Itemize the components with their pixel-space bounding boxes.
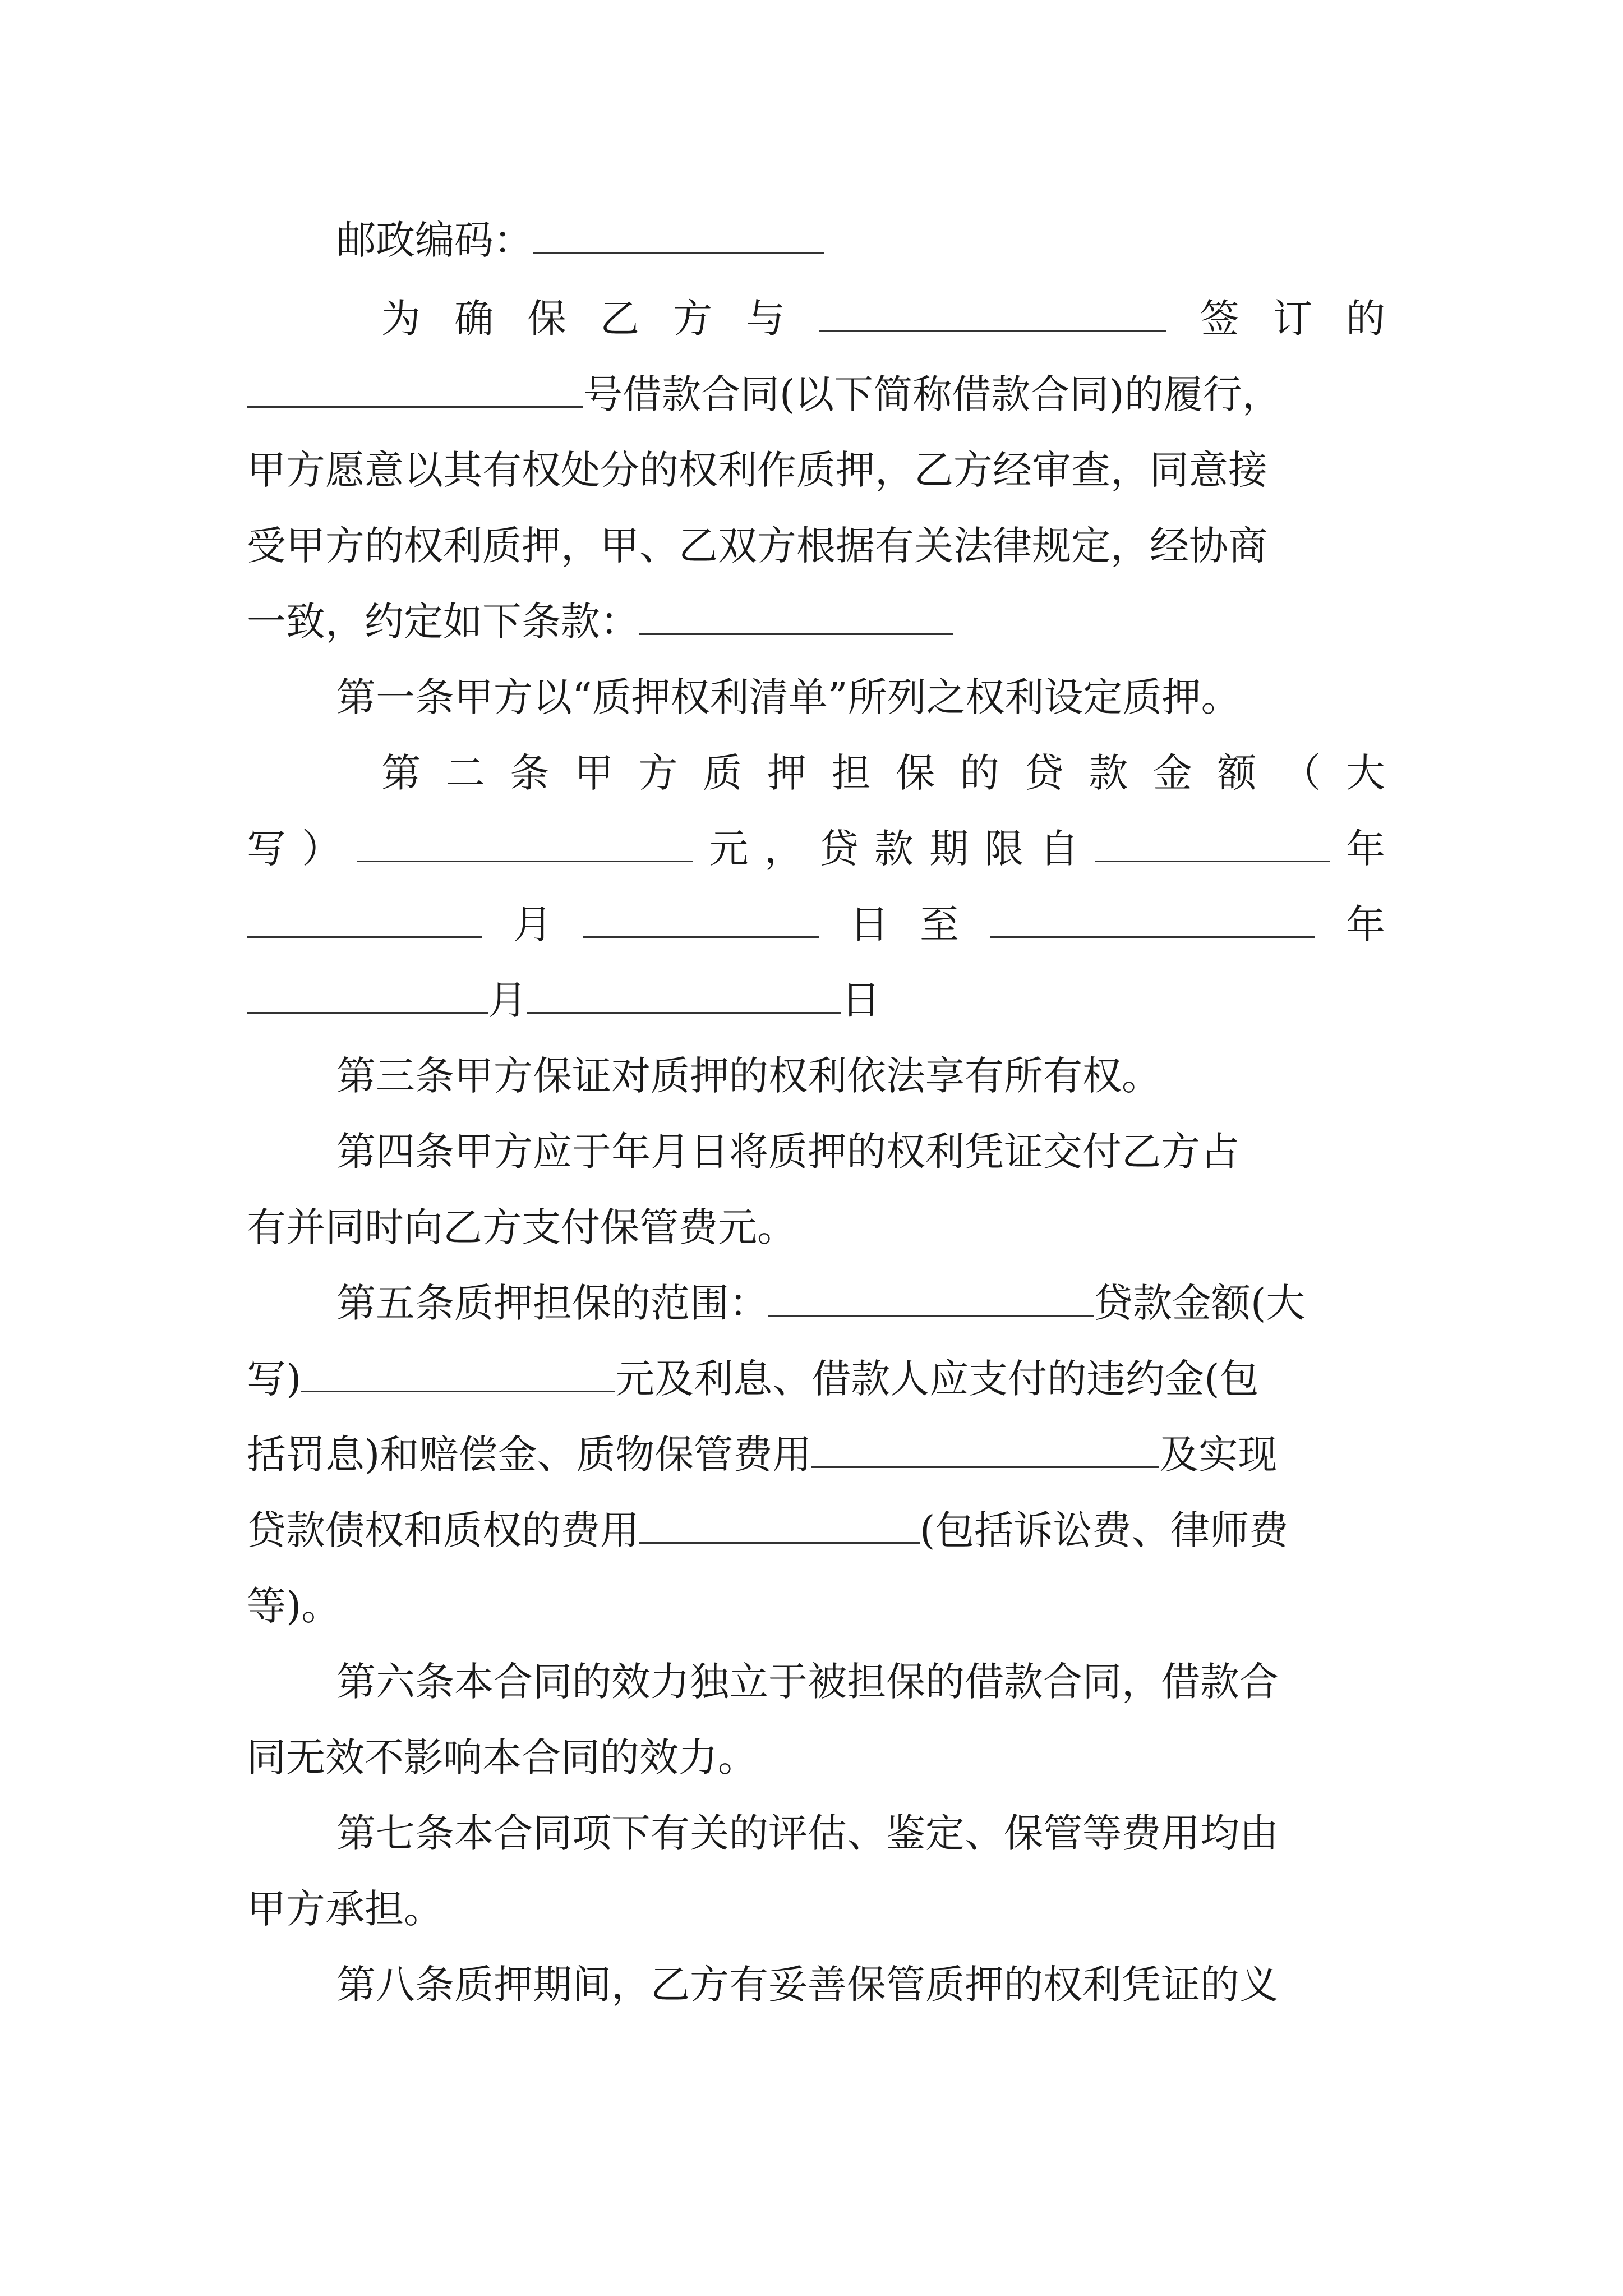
article-7-line-1: 第七条本合同项下有关的评估、鉴定、保管等费用均由 bbox=[336, 1810, 1279, 1856]
article-5-line-3 bbox=[247, 1428, 1277, 1481]
char: 日 bbox=[841, 977, 880, 1023]
end-month-blank bbox=[247, 977, 488, 1014]
article-6-line-1: 第六条本合同的效力独立于被担保的借款合同，借款合 bbox=[336, 1659, 1279, 1705]
char: 保 bbox=[527, 296, 566, 342]
scope-blank bbox=[768, 1280, 1094, 1317]
article-2-line-1 bbox=[381, 746, 1385, 800]
contract-no-blank bbox=[247, 371, 583, 408]
article-8-line-1: 第八条质押期间，乙方有妥善保管质押的权利凭证的义 bbox=[336, 1962, 1279, 2008]
char: 日 bbox=[850, 901, 889, 947]
char: ） bbox=[302, 826, 342, 872]
char: 第 bbox=[381, 750, 421, 796]
preamble-line-5 bbox=[247, 595, 953, 648]
char: 担 bbox=[831, 750, 871, 796]
char: 大 bbox=[1345, 750, 1385, 796]
char: 方 bbox=[638, 750, 678, 796]
article-text: 元及利息、借款人应支付的违约金(包 bbox=[615, 1356, 1259, 1402]
article-text: 贷款金额(大 bbox=[1094, 1280, 1306, 1326]
article-2-line-3 bbox=[247, 898, 1385, 951]
article-2-line-4 bbox=[247, 973, 880, 1027]
amount-blank bbox=[357, 826, 693, 862]
day-blank bbox=[583, 901, 819, 938]
article-5-line-2 bbox=[247, 1352, 1259, 1406]
preamble-line-2 bbox=[247, 367, 1281, 421]
char: 确 bbox=[454, 296, 494, 342]
char: 至 bbox=[920, 901, 959, 947]
preamble-text: 一致，约定如下条款： bbox=[247, 599, 639, 645]
char: 与 bbox=[746, 296, 785, 342]
char: 自 bbox=[1039, 826, 1079, 872]
postcode-label: 邮政编码： bbox=[336, 217, 533, 263]
article-text: 括罚息)和赔偿金、质物保管费用 bbox=[247, 1432, 812, 1478]
article-1: 第一条甲方以“质押权利清单”所列之权利设定质押。 bbox=[336, 674, 1241, 720]
article-text: 写) bbox=[247, 1356, 302, 1402]
char: ， bbox=[764, 826, 804, 872]
char: 月 bbox=[488, 977, 527, 1023]
char: 款 bbox=[1089, 750, 1128, 796]
char: 写 bbox=[247, 826, 286, 872]
month-blank bbox=[247, 901, 482, 938]
preamble-text: 号借款合同(以下简称借款合同)的履行， bbox=[583, 371, 1281, 417]
article-6-line-2: 同无效不影响本合同的效力。 bbox=[247, 1734, 757, 1780]
char: 月 bbox=[513, 901, 552, 947]
char: 年 bbox=[1345, 826, 1385, 872]
article-2-line-2 bbox=[247, 822, 1385, 876]
char: 贷 bbox=[819, 826, 859, 872]
article-5-line-1 bbox=[336, 1276, 1305, 1330]
char: （ bbox=[1281, 750, 1321, 796]
char: 方 bbox=[673, 296, 712, 342]
char: 金 bbox=[1152, 750, 1192, 796]
char: 贷 bbox=[1024, 750, 1064, 796]
article-5-line-4 bbox=[247, 1503, 1288, 1557]
article-7-line-2: 甲方承担。 bbox=[247, 1886, 443, 1932]
char: 押 bbox=[767, 750, 806, 796]
article-text: 及实现 bbox=[1159, 1432, 1278, 1478]
postcode-line bbox=[336, 213, 824, 267]
char: 签 bbox=[1200, 296, 1239, 342]
char: 的 bbox=[960, 750, 999, 796]
char: 为 bbox=[381, 296, 421, 342]
article-text: (包括诉讼费、律师费 bbox=[920, 1507, 1289, 1553]
char: 年 bbox=[1346, 901, 1385, 947]
char: 条 bbox=[510, 750, 550, 796]
article-4-line-1: 第四条甲方应于年月日将质押的权利凭证交付乙方占 bbox=[336, 1129, 1239, 1175]
preamble-line-4: 受甲方的权利质押，甲、乙双方根据有关法律规定，经协商 bbox=[247, 523, 1267, 569]
char: 限 bbox=[984, 826, 1024, 872]
char: 二 bbox=[445, 750, 485, 796]
article-text: 贷款债权和质权的费用 bbox=[247, 1507, 639, 1553]
char: 乙 bbox=[600, 296, 639, 342]
preamble-line-3: 甲方愿意以其有权处分的权利作质押，乙方经审查，同意接 bbox=[247, 447, 1267, 493]
terms-blank bbox=[639, 599, 953, 635]
article-text: 第五条质押担保的范围： bbox=[336, 1280, 768, 1326]
custody-fee-blank bbox=[811, 1432, 1159, 1468]
article-4-line-2: 有并同时向乙方支付保管费元。 bbox=[247, 1204, 796, 1250]
char: 质 bbox=[703, 750, 743, 796]
char: 期 bbox=[929, 826, 969, 872]
realization-fee-blank bbox=[639, 1507, 920, 1544]
char: 元 bbox=[709, 826, 749, 872]
article-5-line-5: 等)。 bbox=[247, 1583, 341, 1629]
party-blank bbox=[819, 296, 1166, 332]
char: 款 bbox=[874, 826, 914, 872]
char: 保 bbox=[896, 750, 935, 796]
end-day-blank bbox=[527, 977, 841, 1014]
end-year-blank bbox=[990, 901, 1315, 938]
postcode-blank bbox=[533, 217, 824, 254]
year-blank bbox=[1095, 826, 1330, 862]
preamble-line-1 bbox=[381, 292, 1385, 346]
char: 的 bbox=[1346, 296, 1385, 342]
loan-amount-blank bbox=[301, 1356, 615, 1392]
char: 额 bbox=[1217, 750, 1257, 796]
article-3: 第三条甲方保证对质押的权利依法享有所有权。 bbox=[336, 1053, 1161, 1099]
char: 甲 bbox=[574, 750, 614, 796]
char: 订 bbox=[1273, 296, 1312, 342]
